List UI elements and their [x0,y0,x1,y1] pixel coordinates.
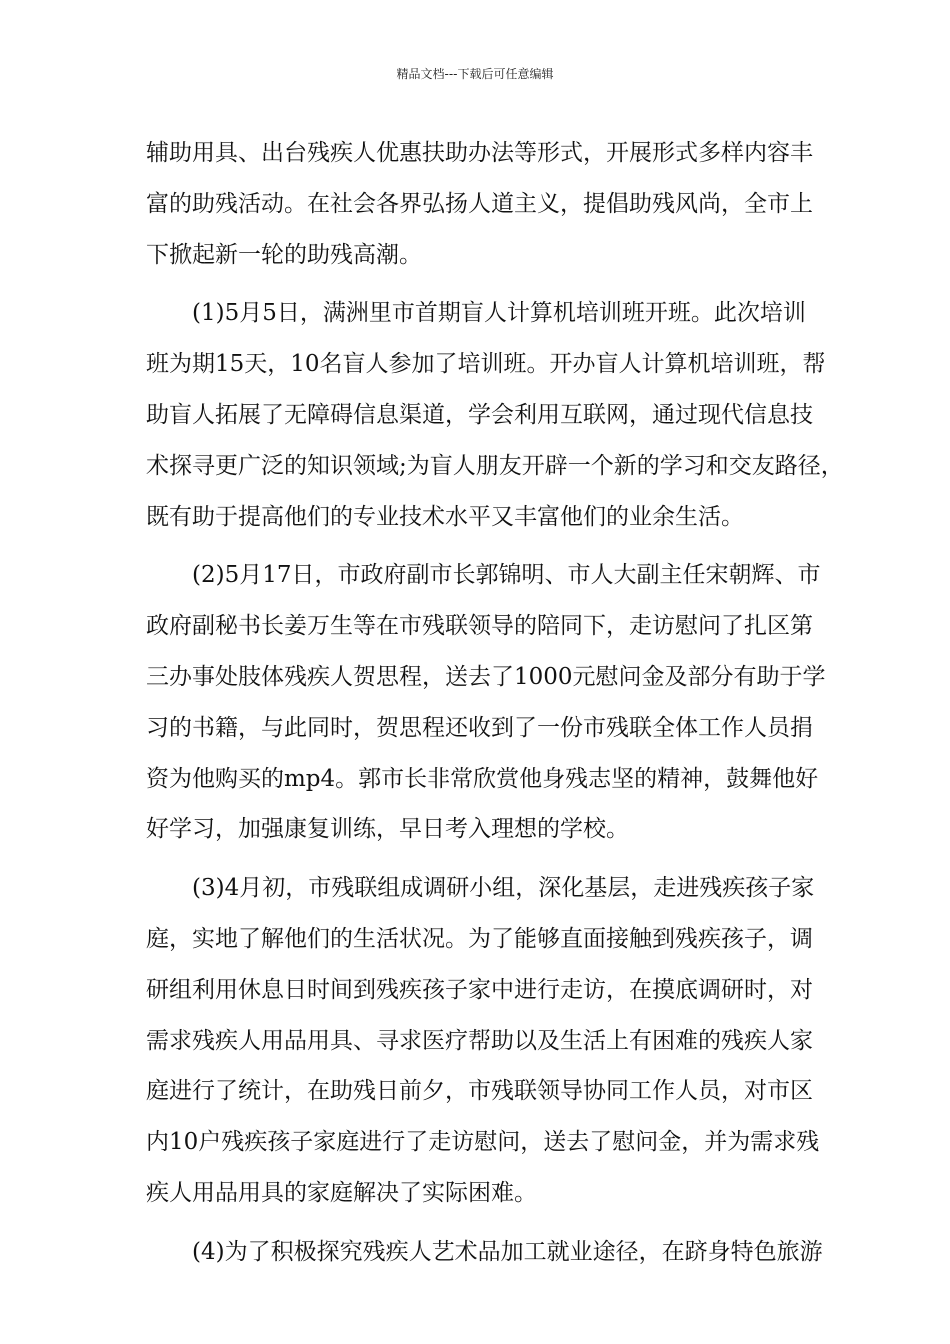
text-line: 既有助于提高他们的专业技术水平又丰富他们的业余生活。 [146,503,744,530]
text-line: 疾人用品用具的家庭解决了实际困难。 [146,1179,537,1206]
text-line: 习的书籍，与此同时，贺思程还收到了一份市残联全体工作人员捐 [146,714,813,741]
text-line: 助盲人拓展了无障碍信息渠道，学会利用互联网，通过现代信息技 [146,401,813,428]
paragraph [146,128,822,280]
text-line: 内10户残疾孩子家庭进行了走访慰问，送去了慰问金，并为需求残 [146,1129,820,1156]
paragraph [146,288,844,542]
text-line: 庭，实地了解他们的生活状况。为了能够直面接触到残疾孩子，调 [146,925,813,952]
text-line: 需求残疾人用品用具、寻求医疗帮助以及生活上有困难的残疾人家 [146,1027,813,1054]
text-line: 富的助残活动。在社会各界弘扬人道主义，提倡助残风尚，全市上 [146,190,813,217]
text-line: 好学习，加强康复训练，早日考入理想的学校。 [146,816,629,843]
text-line: 辅助用具、出台残疾人优惠扶助办法等形式，开展形式多样内容丰 [146,140,813,166]
text-line: (4)为了积极探究残疾人艺术品加工就业途径，在跻身特色旅游 [192,1238,823,1265]
paragraph [146,863,822,1219]
text-line: (3)4月初，市残联组成调研小组，深化基层，走进残疾孩子家 [192,875,815,902]
text-line: 三办事处肢体残疾人贺思程，送去了1000元慰问金及部分有助于学 [146,663,826,690]
text-line: 研组利用休息日时间到残疾孩子家中进行走访，在摸底调研时，对 [146,976,813,1003]
text-line: (1)5月5日，满洲里市首期盲人计算机培训班开班。此次培训 [192,300,806,327]
text-line: (2)5月17日，市政府副市长郭锦明、市人大副主任宋朝辉、市 [192,562,821,589]
text-line: 资为他购买的mp4。郭市长非常欣赏他身残志坚的精神，鼓舞他好 [146,765,819,792]
paragraph [146,550,826,855]
text-line: 政府副秘书长姜万生等在市残联领导的陪同下，走访慰问了扎区第 [146,613,813,640]
document-body [146,128,844,1278]
paragraph [146,1227,822,1278]
text-line: 术探寻更广泛的知识领域;为盲人朋友开辟一个新的学习和交友路径， [146,452,844,479]
text-line: 庭进行了统计，在助残日前夕，市残联领导协同工作人员，对市区 [146,1078,813,1105]
text-line: 下掀起新一轮的助残高潮。 [146,241,422,268]
page-header: 精品文档---下载后可任意编辑 [396,67,554,81]
text-line: 班为期15天，10名盲人参加了培训班。开办盲人计算机培训班，帮 [146,351,826,378]
